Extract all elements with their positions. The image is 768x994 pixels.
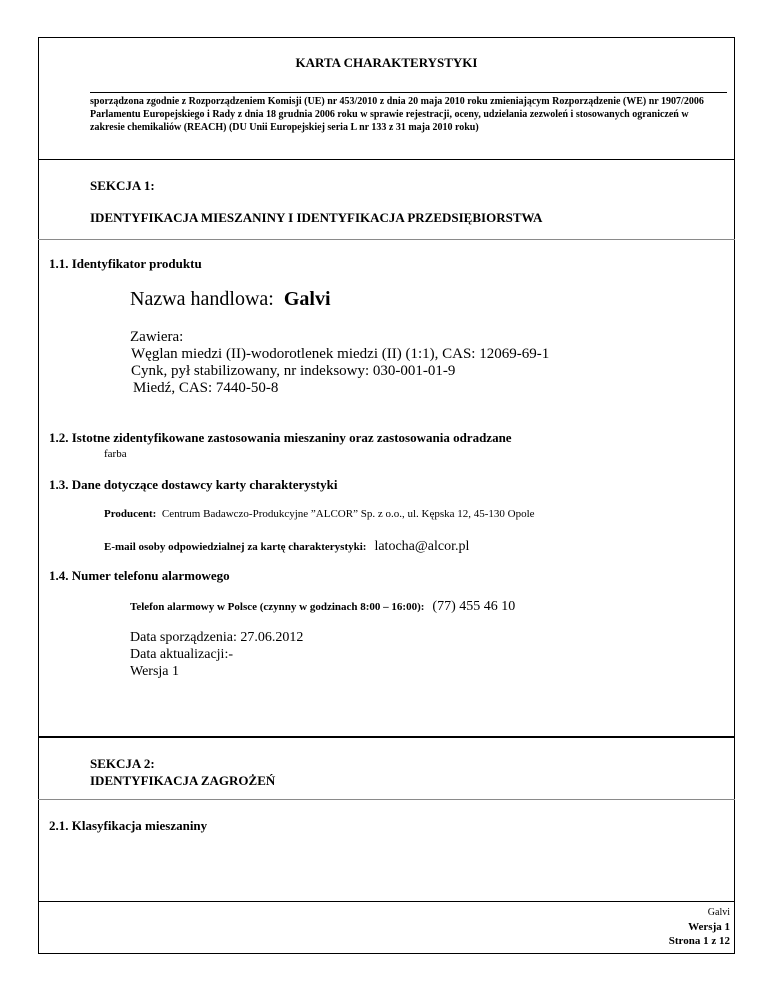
version-text: Wersja 1: [130, 664, 180, 679]
document-title: KARTA CHARAKTERYSTYKI: [295, 55, 478, 70]
section2-label: SEKCJA 2:: [90, 756, 155, 771]
s12-heading: 1.2. Istotne zidentyfikowane zastosowania mieszaniny oraz zastosowania odradzane: [49, 430, 512, 445]
title-underline: [90, 92, 727, 93]
section1-label: SEKCJA 1:: [90, 178, 155, 193]
footer-version: Wersja 1: [688, 921, 730, 933]
footer-product: Galvi: [707, 907, 730, 918]
section1-divider: [38, 239, 735, 240]
footer: [560, 906, 730, 948]
section2-divider: [38, 799, 735, 800]
email-label: E-mail osoby odpowiedzialnej za kartę charakterystyki:: [104, 541, 367, 553]
producer-row: [104, 507, 535, 521]
ingredient-item: Cynk, pył stabilizowany, nr indeksowy: 030-001-01-9: [131, 363, 456, 379]
email-value: latocha@alcor.pl: [374, 539, 470, 554]
s12-value: farba: [104, 448, 127, 460]
section2-top-divider: [38, 736, 735, 738]
footer-divider: [38, 901, 735, 902]
phone-value: (77) 455 46 10: [432, 599, 516, 614]
producer-label: Producent:: [104, 508, 157, 520]
s11-heading: 1.1. Identyfikator produktu: [49, 256, 202, 271]
s14-heading: 1.4. Numer telefonu alarmowego: [49, 568, 230, 583]
ingredient-item: Miedź, CAS: 7440-50-8: [133, 380, 279, 396]
date-created: Data sporządzenia: 27.06.2012: [130, 630, 304, 645]
contains-label: Zawiera:: [130, 329, 184, 345]
date-updated: Data aktualizacji:-: [130, 647, 233, 662]
ingredient-item: Węglan miedzi (II)-wodorotlenek miedzi (II) (1:1), CAS: 12069-69-1: [131, 346, 550, 362]
page-frame: [38, 37, 735, 954]
email-row: [104, 537, 469, 555]
footer-page-number: Strona 1 z 12: [668, 935, 730, 947]
trade-name-label: Nazwa handlowa:: [130, 288, 274, 310]
s21-heading: 2.1. Klasyfikacja mieszaniny: [49, 818, 208, 833]
header-divider: [38, 159, 735, 160]
trade-name-value: Galvi: [283, 288, 331, 310]
producer-value: Centrum Badawczo-Produkcyjne ”ALCOR” Sp. z o.o., ul. Kępska 12, 45-130 Opole: [161, 508, 535, 520]
regulation-text: sporządzona zgodnie z Rozporządzeniem Komisji (UE) nr 453/2010 z dnia 20 maja 2010 roku zmieniającym Rozporządzenie (WE) nr 1907/2006 Parlamentu Europejskiego i Rady z dnia 18 grudnia 2006 roku w sprawie rejestracji, oceny, udzielania zezwoleń i stosowanych ograniczeń w zakresie chemikaliów (REACH) (DU Unii Europejskiej seria L nr 133 z 31 maja 2010 roku): [90, 96, 704, 133]
section1-title: IDENTYFIKACJA MIESZANINY I IDENTYFIKACJA PRZEDSIĘBIORSTWA: [90, 210, 543, 225]
s13-heading: 1.3. Dane dotyczące dostawcy karty charakterystyki: [49, 477, 338, 492]
trade-name-row: [130, 287, 331, 311]
phone-label: Telefon alarmowy w Polsce (czynny w godzinach 8:00 – 16:00):: [130, 601, 425, 613]
phone-row: [130, 597, 515, 615]
section2-title: IDENTYFIKACJA ZAGROŻEŃ: [90, 773, 276, 788]
